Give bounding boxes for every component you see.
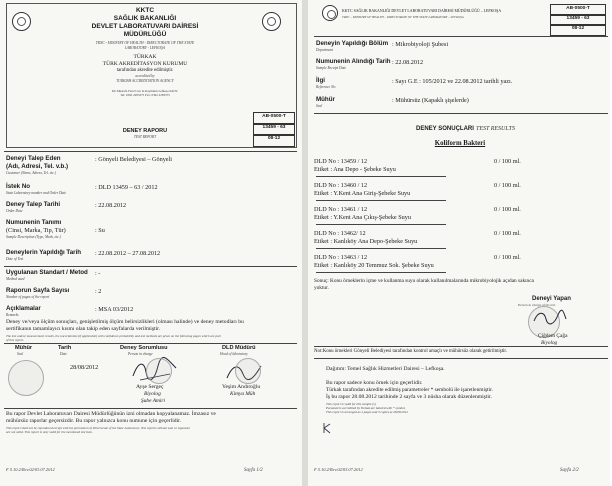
header-sub-en: TRNC - MINISTRY OF HEALTH - DIRECTORATE OF THE STATE (95, 41, 195, 45)
header-accred2: tarafından akredite edilmiştir. (116, 68, 174, 73)
page-code: 08-12 (267, 136, 281, 141)
sample-rule (316, 248, 446, 249)
results-title-en: TEST RESULTS (476, 126, 515, 132)
field-sub-request-no: State Laboratory number and Order Date (6, 191, 67, 195)
sample-result: 0 / 100 ml. (494, 254, 521, 261)
header-accred3: accredited by (135, 74, 155, 78)
footer-en-line2: Parameters accredited by Turkak are labeled with * symbol. (326, 406, 406, 410)
page-code: 08-12 (571, 26, 585, 31)
remark-tr-line2: sertifikanın tamamlayıcı kısmı olan takip eden sayfalarda verilmiştir. (6, 326, 161, 332)
field-label-method: Uygulanan Standart / Metod (6, 269, 88, 276)
sign-header-seal-en: Seal (17, 352, 24, 356)
field-label-order-date: Deney Talep Tarihi (6, 201, 61, 208)
page-number: Sayfa 1/2 (244, 468, 263, 473)
code-box-text: AB-0500-T (262, 114, 286, 119)
page-number: Sayfa 2/2 (560, 468, 579, 473)
field-value-sample: : Su (95, 227, 105, 234)
field-label-customer-2: (Adı, Adresi, Tel. v.b.) (6, 163, 69, 170)
sign-responsible-role: Şube Amiri (141, 398, 166, 404)
sample-label: Etiket : Y.Kent Ana Giriş-Şebeke Suyu (314, 190, 411, 197)
results-title: DENEY SONUÇLARI (416, 126, 474, 132)
sample-dld: DLD No : 13463 / 12 (314, 254, 368, 261)
fields-rule (314, 113, 608, 114)
report-no: 13459 - 63 (262, 125, 286, 130)
header-kktc: KKTC (135, 7, 155, 14)
sign-header-head: DLD Müdürü (222, 345, 256, 351)
field-label-reference: İlgi (316, 77, 325, 84)
field-label-sample-2: (Cinsi, Marka, Tip, Tür) (6, 227, 66, 234)
field-label-department: Deneyin Yapıldığı Bölüm (316, 40, 389, 47)
sample-label: Etiket : Ana Depo - Şebeke Suyu (314, 166, 396, 173)
sample-result: 0 / 100 ml. (494, 206, 521, 213)
report-title: DENEY RAPORU (122, 128, 168, 134)
field-sub-reference: Reference No. (316, 85, 337, 89)
form-code: F 5.10.2/Rev.02/03.07.2012 (6, 467, 55, 472)
field-sub-seal: Seal (316, 104, 323, 108)
note: Not:Konu örnekleri Gönyeli Belediyesi tarafından kontrol amaçlı ve mühürsüz olarak getirilmiştir. (314, 349, 507, 354)
field-sub-department: Department (316, 48, 334, 52)
field-sub-remarks: Remarks (6, 313, 19, 317)
field-sub-customer: Customer (Name, Adress, Tel. etc.) (6, 171, 56, 175)
note-bottom-rule (314, 358, 608, 359)
field-label-seal: Mühür (316, 96, 335, 103)
header-sub-en2: LABORATORY - LEFKOŞA (124, 46, 166, 50)
remark-en-line1: The test and/or measurement results, the uncertainties (if applicable) with confidence probability and test methods are given on the following pages which are part (6, 334, 221, 338)
head-stamp (235, 358, 261, 384)
field-sub-receipt-date: Sample Receipt Date (316, 66, 347, 70)
footer-en-line3: This report is arranged as 2 pages and 3 copies at 28.08.2012 (326, 410, 409, 414)
field-value-reference: : Sayı G.E : 105/2012 ve 22.08.2012 tarihli yazı. (392, 78, 513, 85)
field-sub-method: Method used (6, 277, 25, 281)
footer-en-line2: are not valid. This report is only valid for the mentioned test item. (6, 430, 93, 434)
sample-dld: DLD No : 13461 / 12 (314, 206, 368, 213)
footer-tr-line2: Türkak tarafından akredite edilmiş parametreler * sembolü ile işaretlenmiştir. (326, 387, 493, 393)
sign-head-name: Yeşim Andıroğlu (222, 384, 261, 390)
field-value-request-no: : DLD 13459 – 63 / 2012 (95, 184, 158, 191)
tester-name: Çiğdem Çağa (538, 333, 568, 339)
sample-result: 0 / 100 ml. (494, 182, 521, 189)
sample-result: 0 / 100 ml. (494, 230, 521, 237)
sample-dld: DLD No : 13462/ 12 (314, 230, 366, 237)
report-page-1 (0, 0, 302, 486)
footer-en-line1: This report shall not be reproduced except with the permission of Directorate of the State Laboratory. Test reports without seal or signature (6, 426, 191, 430)
field-value-page-count: : 2 (95, 288, 102, 295)
footer-tr-line3: İş bu rapor 28.08.2012 tarihinde 2 sayfa ve 3 nüsha olarak düzenlenmiştir. (326, 394, 492, 400)
sample-label: Etiket : Y.Kent Ana Çıkış-Şebeke Suyu (314, 214, 411, 221)
field-label-page-count: Raporun Sayfa Sayısı (6, 287, 70, 294)
sign-top-rule (4, 343, 297, 344)
field-value-customer: : Gönyeli Belediyesi – Gönyeli (95, 156, 172, 163)
sign-header-seal: Mühür (15, 345, 33, 351)
remark-en-line2: of this report. (6, 338, 24, 342)
sign-header-date-en: Date (60, 352, 67, 356)
sign-responsible-title: Biyolog (144, 391, 161, 397)
results-subtitle: Koliform Bakteri (434, 140, 486, 147)
responsible-stamp (146, 358, 172, 384)
field-sub-sample: Sample Description (Type, Mark, etc.) (6, 235, 61, 239)
remark-tr-line1: Deney ve/veya ölçüm sonuçları, genişletilmiş ölçüm belirsizlikleri (olması halinde) ve deney metodları bu (6, 319, 244, 325)
sample-label: Etiket : Kanlıköy 20 Temmuz Sok. Şebeke Suyu (314, 262, 434, 269)
header-department: DEVLET LABORATUVARI DAİRESİ (91, 23, 199, 30)
header-address: Mc.Mustafa Fazıl Cad. K.Kaymaklı Lefkoşa KKTC (111, 89, 179, 93)
seal-stamp (8, 360, 44, 396)
sign-head-title: Kimya Müh (230, 391, 256, 397)
fields-mid-rule (4, 266, 297, 267)
conclusion-line2: yoktur. (314, 285, 329, 291)
tester-heading: Deneyi Yapan (532, 296, 571, 302)
footer-tr-line1: Bu rapor sadece konu örnek için geçerlidir. (326, 380, 423, 386)
field-label-customer: Deneyi Talep Eden (6, 155, 61, 162)
distribution: Dağıtım: Temel Sağlık Hizmetleri Dairesi – Lefkoşa. (326, 366, 445, 372)
field-value-remarks: : MSA 03/2012 (95, 306, 134, 313)
tester-heading-en: Person in charge of the test (518, 303, 556, 307)
header-turkak: TÜRKAK (133, 54, 157, 60)
sample-label: Etiket : Kanlıköy Ana Depo-Şebeke Suyu (314, 238, 418, 245)
footer-tr-line1: Bu rapor Devlet Laboratuvarı Dairesi Müdürlüğünün izni olmadan kopyalanamaz. İmzasız ve (6, 411, 216, 417)
fields-top-rule (4, 151, 297, 152)
header-directorate: MÜDÜRLÜĞÜ (123, 31, 167, 38)
sign-header-responsible-en: Person in charge (128, 352, 153, 356)
field-label-request-no: İstek No (6, 183, 31, 190)
code-box-text: AB-0500-T (566, 6, 590, 11)
field-sub-test-date: Date of Test (6, 257, 24, 261)
header-top-line: KKTC SAĞLIK BAKANLIĞI DEVLET LABORATUVARI DAİRESİ MÜDÜRLÜĞÜ – LEFKOŞA (342, 9, 502, 13)
sample-dld: DLD No : 13460 / 12 (314, 182, 368, 189)
header-phone: Tel: 0392 2283375 Fax: 0392 2283375 (120, 93, 170, 97)
field-sub-page-count: Number of pages of the report (6, 295, 50, 299)
sample-result: 0 / 100 ml. (494, 158, 521, 165)
signature-tester (532, 309, 568, 327)
tester-title: Biyolog (541, 340, 558, 346)
report-no: 13459 - 63 (566, 16, 590, 21)
field-value-department: : Mikrobiyoloji Şubesi (392, 41, 449, 48)
report-title-en: TEST REPORT (133, 135, 157, 139)
field-sub-order-date: Order Date (6, 209, 23, 213)
header-accred1: TÜRK AKREDİTASYON KURUMU (102, 61, 188, 67)
header-accred4: TURKISH ACCREDITATION AGENCY (116, 79, 174, 83)
header-rule (314, 36, 608, 37)
footer-en-line1: This report is valid for this sample (s) (326, 402, 376, 406)
sign-header-head-en: Head of laboratory (220, 352, 248, 356)
field-value-order-date: : 22.08.2012 (95, 202, 127, 209)
sample-rule (316, 176, 446, 177)
field-label-test-date: Deneylerin Yapıldığı Tarih (6, 249, 82, 256)
field-value-seal: : Mühürsüz (Kapaklı şişelerde) (392, 97, 469, 104)
header-ministry: SAĞLIK BAKANLIĞI (113, 15, 177, 22)
footer-tr-line2: mühürsüz raporlar geçersizdir. Bu rapor yalnızca konu numune için geçerlidir. (6, 418, 182, 424)
note-top-rule (314, 346, 608, 347)
kktc-emblem-icon (322, 5, 338, 21)
sample-rule (316, 200, 446, 201)
field-value-method: : - (95, 270, 101, 277)
sample-rule (316, 272, 446, 273)
sign-header-responsible: Deney Sorumlusu (120, 345, 168, 351)
field-label-sample: Numunenin Tanımı (6, 219, 62, 226)
form-code: F 5.10.2/Rev.02/03.07.2012 (314, 467, 363, 472)
initial-mark (322, 422, 332, 434)
report-page-2 (308, 0, 610, 486)
field-value-test-date: : 22.08.2012 – 27.08.2012 (95, 250, 161, 257)
sign-responsible-name: Ayşe Sergeç (136, 384, 164, 390)
field-label-receipt-date: Numunenin Alındığı Tarih (316, 58, 391, 65)
field-label-remarks: Açıklamalar (6, 305, 41, 312)
sample-dld: DLD No : 13459 / 12 (314, 158, 368, 165)
sign-header-date: Tarih (58, 345, 72, 351)
sign-date: 28/08/2012 (70, 364, 99, 371)
sign-bottom-rule (4, 408, 297, 409)
header-top-line-en: TRNC – MINISTRY OF HEALTH – DIRECTORATE OF THE STATE LABORATORY – LEFKOŞA (342, 15, 464, 19)
sample-rule (316, 224, 446, 225)
conclusion-line1: Sonuç: Konu örneklerin içme ve kullanma suyu olarak kullanılmalarında mikrobiyolojik açıdan sakınca (314, 278, 534, 284)
field-value-receipt-date: : 22.08.2012 (392, 59, 424, 66)
